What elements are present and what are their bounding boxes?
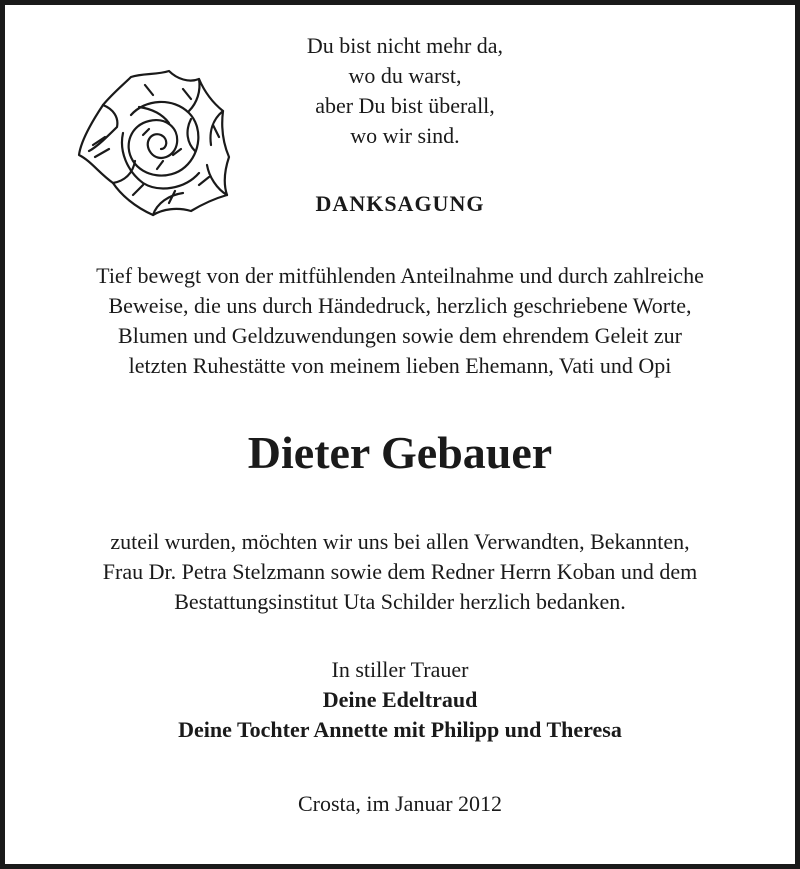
mourner-name: Deine Tochter Annette mit Philipp und Theresa (178, 717, 622, 742)
verse-line: aber Du bist überall, (315, 93, 495, 118)
verse-line: wo wir sind. (350, 123, 460, 148)
deceased-name: Dieter Gebauer (247, 427, 553, 478)
heading: DANKSAGUNG (315, 191, 485, 216)
paragraph-line: zuteil wurden, möchten wir uns bei allen Verwandten, Bekannten, (110, 529, 690, 554)
paragraph-line: Tief bewegt von der mitfühlenden Anteilnahme und durch zahlreiche (96, 263, 704, 288)
place-date: Crosta, im Januar 2012 (297, 791, 503, 816)
paragraph-line: Bestattungsinstitut Uta Schilder herzlich bedanken. (174, 589, 626, 614)
verse-line: wo du warst, (348, 63, 462, 88)
paragraph-line: letzten Ruhestätte von meinem lieben Ehemann, Vati und Opi (128, 353, 672, 378)
verse (245, 31, 565, 151)
mourner-name: Deine Edeltraud (322, 687, 478, 712)
mourning-intro: In stiller Trauer (331, 657, 469, 682)
paragraph-line: Blumen und Geldzuwendungen sowie dem ehrendem Geleit zur (118, 323, 682, 348)
verse-line: Du bist nicht mehr da, (306, 33, 504, 58)
mourners-block (5, 655, 795, 745)
paragraph-line: Beweise, die uns durch Händedruck, herzlich geschriebene Worte, (108, 293, 692, 318)
paragraph-line: Frau Dr. Petra Stelzmann sowie dem Redner Herrn Koban und dem (102, 559, 698, 584)
acknowledgement-paragraph (5, 527, 795, 617)
thanks-paragraph (5, 261, 795, 381)
